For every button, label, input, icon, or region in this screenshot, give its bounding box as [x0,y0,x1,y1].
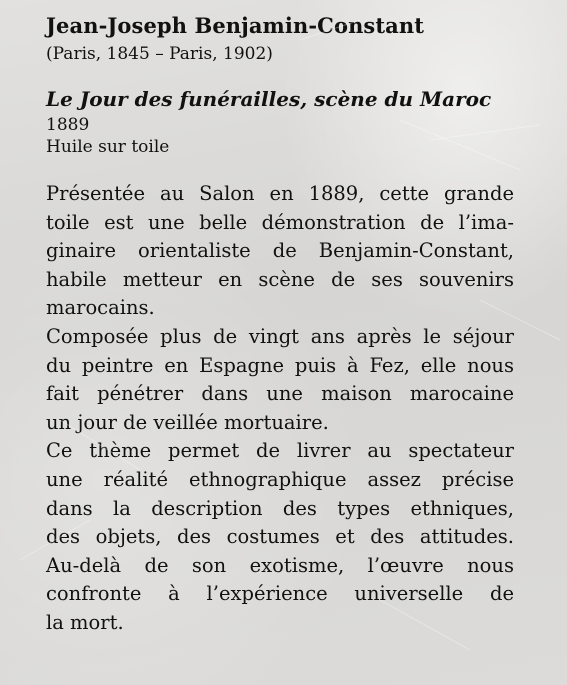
description-line: des objets, des costumes et des attitudes. [46,525,514,549]
artwork-title: Le Jour des funérailles, scène du Maroc [46,87,492,111]
artwork-medium: Huile sur toile [46,137,170,157]
artist-dates: (Paris, 1845 – Paris, 1902) [46,44,273,64]
description-line: la mort. [46,610,124,634]
description-line: marocains. [46,296,155,320]
artist-name: Jean-Joseph Benjamin-Constant [46,13,425,38]
description-line: confronte à l’expérience universelle de [46,582,514,606]
description-line: une réalité ethnographique assez précise [46,467,514,491]
description-line: dans la description des types ethniques, [46,496,514,520]
description-line: habile metteur en scène de ses souvenirs [46,267,514,291]
description-line: Composée plus de vingt ans après le séjour [46,324,514,348]
description-line: fait pénétrer dans une maison marocaine [46,382,514,406]
description-line: ginaire orientaliste de Benjamin-Constant, [46,239,514,263]
description-line: Au-delà de son exotisme, l’œuvre nous [46,553,514,577]
artwork-year: 1889 [46,115,90,135]
description-line: Présentée au Salon en 1889, cette grande [46,182,514,205]
description-text [46,180,514,638]
description-line: Ce thème permet de livrer au spectateur [46,439,514,463]
description-line: toile est une belle démonstration de l’ima- [46,210,514,234]
description-line: du peintre en Espagne puis à Fez, elle nous [46,353,514,377]
description-line: un jour de veillée mortuaire. [46,410,329,434]
